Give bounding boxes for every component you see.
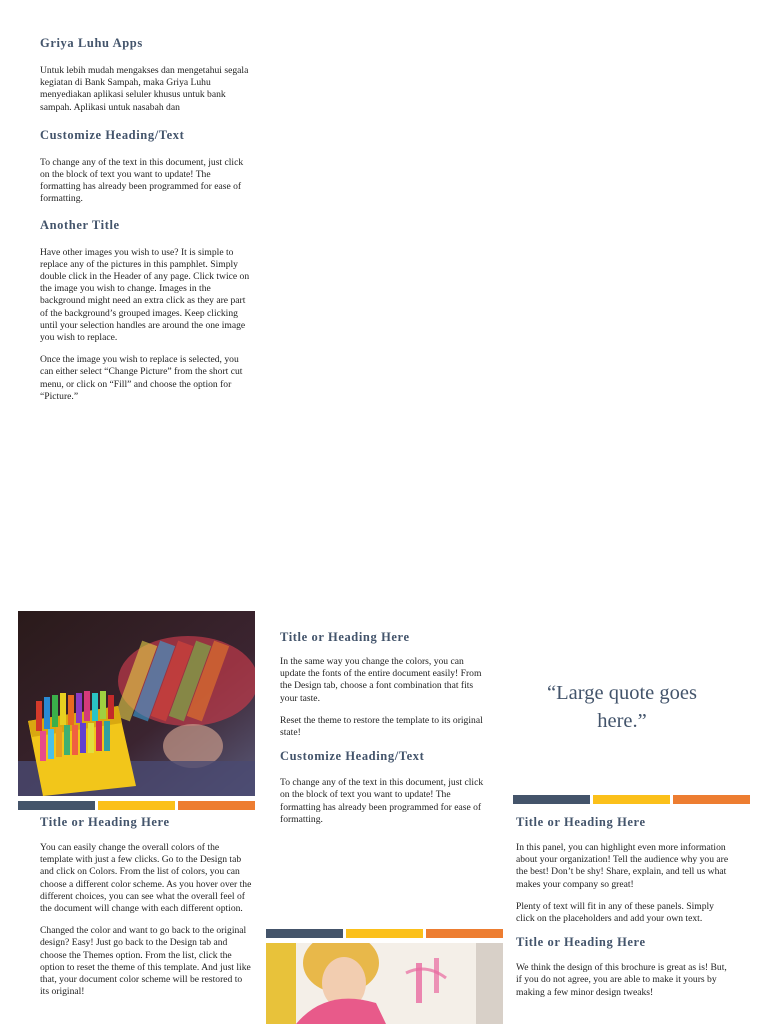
bar-yellow (593, 795, 670, 804)
bar-yellow (346, 929, 423, 938)
color-bar-middle (266, 929, 503, 938)
paragraph-griya-luhu: Untuk lebih mudah mengakses dan mengetahui segala kegiatan di Bank Sampah, maka Griya Luhu menyediakan aplikasi seluler khusus untuk bank sampah. Aplikasi untuk nasabah dan (40, 65, 249, 113)
paragraph-left-reset: Changed the color and want to go back to the original design? Easy! Just go back to the Design tab and choose the Themes option. From the list, click the option to reset the theme of this template. And just like that, your document color scheme will be restored to its original! (40, 925, 251, 998)
bar-orange (426, 929, 503, 938)
heading-middle-2: Customize Heading/Text (280, 749, 425, 764)
paragraph-middle-fonts: In the same way you change the colors, you can update the fonts of the entire document easily! From the Design tab, choose a font combination that fits your taste. (280, 656, 482, 704)
paragraph-change-picture: Once the image you wish to replace is selected, you can either select “Change Picture” from the short cut menu, or click on “Fill” and choose the option for “Picture.” (40, 354, 243, 402)
bar-yellow (98, 801, 175, 810)
paragraph-right-design: We think the design of this brochure is great as is! But, if you do not agree, you are able to make it yours by making a few minor design tweaks! (516, 962, 727, 998)
top-text-panel (40, 36, 252, 403)
heading-left: Title or Heading Here (40, 815, 170, 829)
heading-right-1: Title or Heading Here (516, 815, 646, 829)
paragraph-customize: To change any of the text in this document, just click on the block of text you want to update! The formatting has already been programmed for ease of formatting. (40, 156, 244, 205)
large-quote: “Large quote goes here.” (547, 682, 697, 732)
middle-text-panel (280, 630, 490, 826)
crayons-photo (18, 611, 255, 796)
bar-orange (178, 801, 255, 810)
child-drawing-illustration (266, 943, 503, 1024)
paragraph-right-highlight: In this panel, you can highlight even more information about your organization! Tell the audience why you are the best! Don’t be shy! Share, explain, and tell us what makes your company so great! (516, 842, 729, 890)
paragraph-middle-reset: Reset the theme to restore the template to its original state! (280, 714, 483, 739)
color-bar-left (18, 801, 255, 810)
paragraph-images: Have other images you wish to use? It is simple to replace any of the pictures in this pamphlet. Simply double click in the Header of any page. Click twice on the image you wish to change. Images in the background might need an extra click as they are part of the background’s grouped images. Keep clicking until your selection handles are around the one image you wish to replace. (40, 246, 250, 344)
heading-griya-luhu: Griya Luhu Apps (40, 36, 143, 50)
heading-customize: Customize Heading/Text (40, 127, 185, 142)
paragraph-left-colors: You can easily change the overall colors of the template with just a few clicks. Go to the Design tab and click on Colors. From the list of colors, you can choose a different color scheme. As you hover over the different choices, you can see what the overall feel of the document will change with each different option. (40, 842, 252, 915)
heading-another-title: Another Title (40, 217, 120, 232)
paragraph-middle-customize: To change any of the text in this document, just click on the block of text you want to update! The formatting has already been programmed for ease of formatting. (280, 777, 484, 825)
bar-orange (673, 795, 750, 804)
bar-navy (266, 929, 343, 938)
color-bar-right (513, 795, 750, 804)
bar-navy (18, 801, 95, 810)
child-drawing-photo (266, 943, 503, 1024)
left-text-panel (40, 815, 252, 998)
crayons-illustration (18, 611, 255, 796)
paragraph-right-plenty: Plenty of text will fit in any of these panels. Simply click on the placeholders and add your own text. (516, 900, 714, 925)
heading-middle-1: Title or Heading Here (280, 630, 410, 644)
bar-navy (513, 795, 590, 804)
heading-right-2: Title or Heading Here (516, 935, 646, 950)
right-text-panel (516, 815, 732, 999)
